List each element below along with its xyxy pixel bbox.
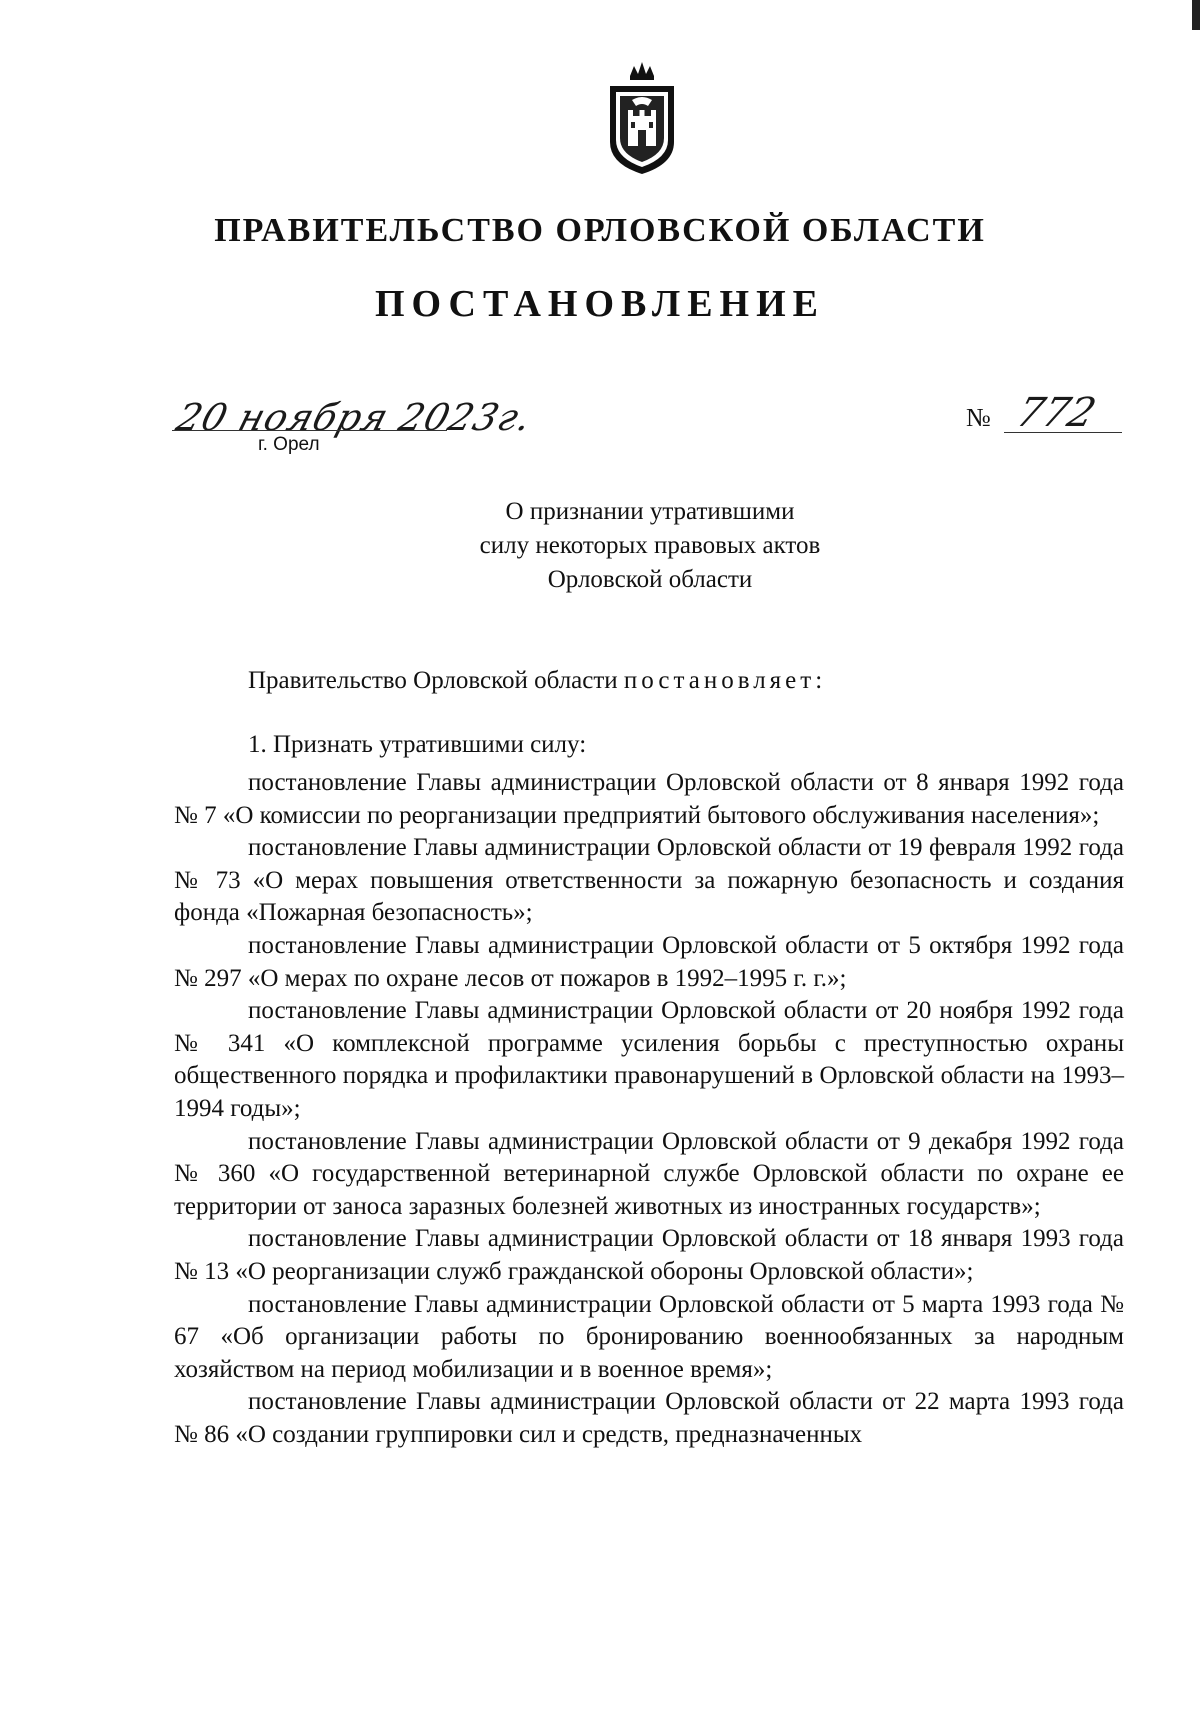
repealed-act-paragraph: постановление Главы администрации Орловской области от 22 марта 1993 года № 86 «О создании группировки сил и средств, предназначенных [174, 1388, 1124, 1448]
repealed-act-paragraph: постановление Главы администрации Орловской области от 8 января 1992 года № 7 «О комиссии по реорганизации предприятий бытового обслуживания населения»; [174, 769, 1124, 829]
handwritten-date: 20 ноября 2023г. [171, 396, 538, 439]
preamble-text: Правительство Орловской области [248, 667, 618, 694]
repealed-act-paragraph: постановление Главы администрации Орловской области от 5 октября 1992 года № 297 «О мерах по охране лесов от пожаров в 1992–1995 г. г.»; [174, 931, 1124, 992]
item-1-heading: 1. Признать утратившими силу: [248, 731, 587, 758]
coat-of-arms-emblem [600, 58, 684, 178]
government-name: ПРАВИТЕЛЬСТВО ОРЛОВСКОЙ ОБЛАСТИ [214, 212, 986, 249]
repealed-act-paragraph: постановление Главы администрации Орловской области от 20 ноября 1992 года № 341 «О комплексной программе усиления борьбы с преступностью охраны общественного порядка и профилактики правонарушений в Орловской области на 1993–1994 годы»; [174, 997, 1124, 1122]
number-sign: № [966, 403, 991, 432]
repealed-act-paragraph: постановление Главы администрации Орловской области от 19 февраля 1992 года № 73 «О мерах повышения ответственности за пожарную безопасность и создания фонда «Пожарная безопасность»; [174, 834, 1124, 927]
preamble [248, 667, 826, 695]
handwritten-number: 772 [1011, 390, 1101, 436]
preamble-decree-word: постановляет: [623, 667, 827, 694]
repealed-act-paragraph: постановление Главы администрации Орловской области от 18 января 1993 года № 13 «О реорганизации служб гражданской обороны Орловской области»; [174, 1225, 1124, 1285]
date-underline [172, 430, 447, 431]
scan-edge-mark [1192, 0, 1200, 30]
repealed-act-paragraph: постановление Главы администрации Орловской области от 5 марта 1993 года № 67 «Об организации работы по бронированию военнообязанных за народным хозяйством на период мобилизации и в военное время»; [174, 1290, 1124, 1383]
repealed-act-paragraph: постановление Главы администрации Орловской области от 9 декабря 1992 года № 360 «О государственной ветеринарной службе Орловской области по охране ее территории от заноса заразных болезней животных из иностранных государств»; [174, 1127, 1124, 1220]
subject-line: О признании утратившими [505, 498, 795, 525]
document-body [174, 767, 1124, 1451]
subject-line: силу некоторых правовых актов [479, 532, 821, 559]
document-subject [400, 495, 900, 597]
subject-line: Орловской области [547, 566, 753, 593]
city-label: г. Орел [258, 434, 320, 455]
document-type: ПОСТАНОВЛЕНИЕ [374, 283, 826, 325]
number-underline [1004, 432, 1122, 433]
